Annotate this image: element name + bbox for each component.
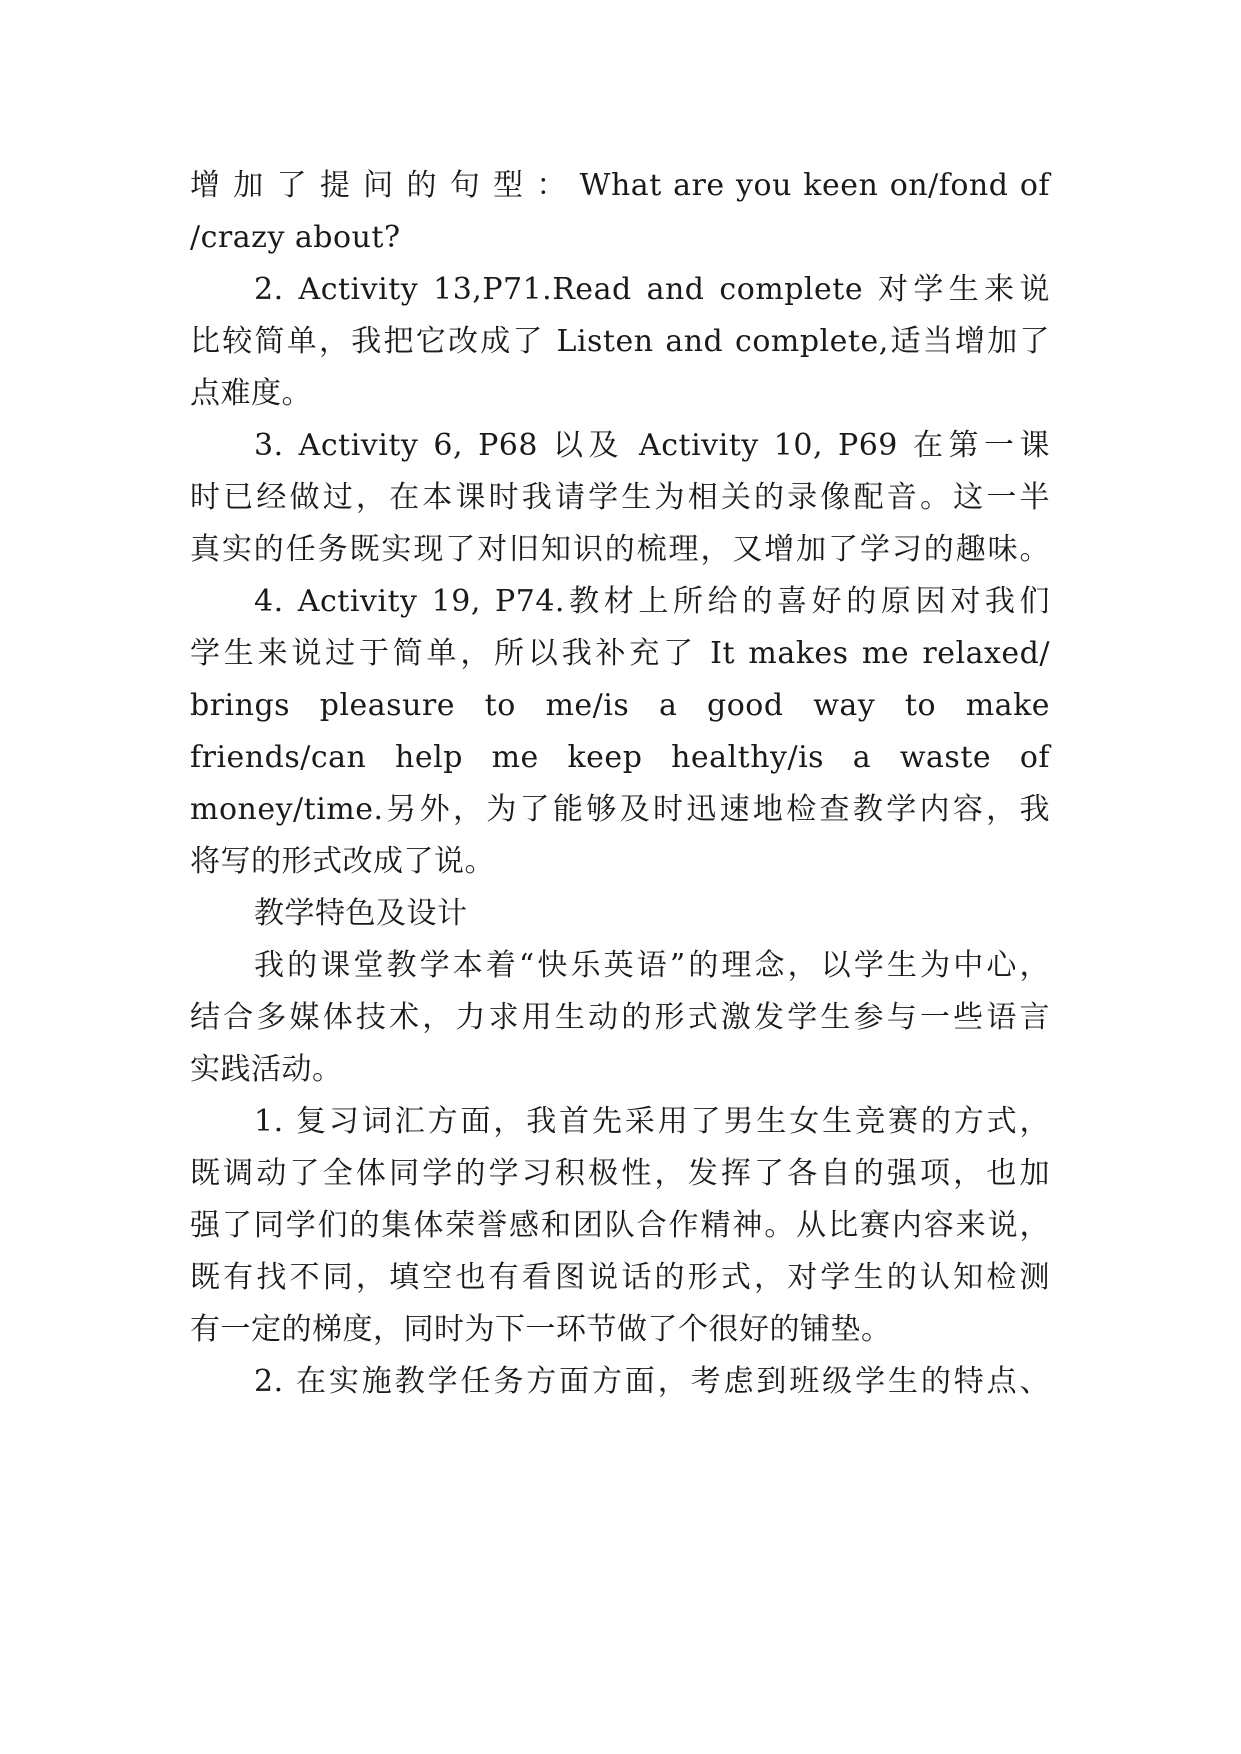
text-line: friends/can help me keep healthy/is a waste of [190, 740, 1050, 775]
text-line: 既调动了全体同学的学习积极性，发挥了各自的强项，也加 [190, 1156, 1050, 1191]
text-line: money/time.另外，为了能够及时迅速地检查教学内容，我 [190, 792, 1050, 827]
text-line: 1. 复习词汇方面，我首先采用了男生女生竞赛的方式， [254, 1104, 1050, 1139]
text-line: 我的课堂教学本着“快乐英语”的理念，以学生为中心， [254, 948, 1050, 983]
text-line: 增 加 了 提 问 的 句 型 ： What are you keen on/fond of [190, 168, 1050, 203]
text-line: 结合多媒体技术，力求用生动的形式激发学生参与一些语言 [190, 1000, 1050, 1035]
text-line: 4. Activity 19, P74.教材上所给的喜好的原因对我们 [254, 584, 1050, 619]
text-line: 2. Activity 13,P71.Read and complete 对学生来说 [254, 272, 1050, 307]
text-line: 点难度。 [190, 376, 312, 411]
text-line: 有一定的梯度，同时为下一环节做了个很好的铺垫。 [190, 1312, 892, 1347]
text-line: 3. Activity 6, P68 以及 Activity 10, P69 在第一课 [254, 428, 1050, 463]
text-line: brings pleasure to me/is a good way to make [190, 688, 1050, 723]
text-line: /crazy about? [190, 220, 401, 255]
text-line: 时已经做过，在本课时我请学生为相关的录像配音。这一半 [190, 480, 1050, 515]
text-line: 强了同学们的集体荣誉感和团队合作精神。从比赛内容来说， [190, 1208, 1050, 1243]
text-line: 实践活动。 [190, 1052, 343, 1087]
section-heading: 教学特色及设计 [254, 896, 468, 931]
text-line: 真实的任务既实现了对旧知识的梳理，又增加了学习的趣味。 [190, 532, 1050, 567]
text-line: 2. 在实施教学任务方面方面，考虑到班级学生的特点、 [254, 1364, 1050, 1399]
text-line: 比较简单，我把它改成了 Listen and complete,适当增加了 [190, 324, 1050, 359]
text-line: 学生来说过于简单，所以我补充了 It makes me relaxed/ [190, 636, 1050, 671]
text-line: 既有找不同，填空也有看图说话的形式，对学生的认知检测 [190, 1260, 1050, 1295]
text-line: 将写的形式改成了说。 [190, 844, 495, 879]
